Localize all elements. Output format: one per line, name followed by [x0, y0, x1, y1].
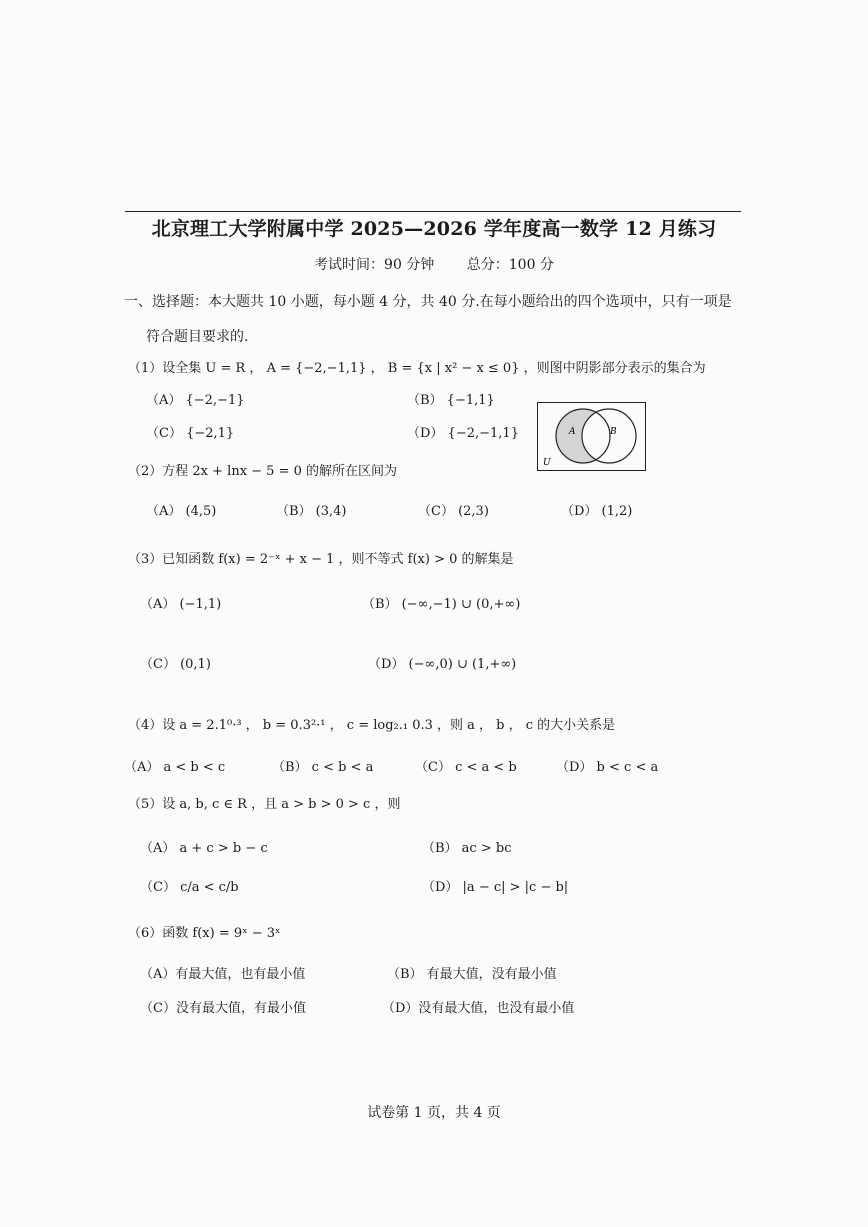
set-a-label: A [569, 427, 576, 437]
question-1-option-a: （A） {−2,−1} [146, 393, 245, 408]
question-5-option-d: （D） |a − c| > |c − b| [422, 880, 569, 895]
question-4-option-a: （A） a < b < c [124, 760, 226, 775]
question-1-stem: （1）设全集 U = R ， A = {−2,−1,1} ， B = {x | x² − x ≤ 0} ，则图中阴影部分表示的集合为 [128, 361, 706, 376]
question-1-option-b: （B） {−1,1} [407, 393, 495, 408]
question-5-option-a: （A） a + c > b − c [140, 841, 268, 856]
question-6-option-a: （A）有最大值，也有最小值 [140, 967, 306, 982]
section-heading-line2: 符合题目要求的. [146, 329, 249, 345]
question-4-stem: （4）设 a = 2.1⁰·³ ， b = 0.3²·¹ ， c = log₂.₁ 0.3 ，则 a ， b ， c 的大小关系是 [128, 718, 616, 733]
question-2-option-d: （D） (1,2) [561, 504, 633, 519]
question-2-option-c: （C） (2,3) [418, 504, 489, 519]
question-6-option-b: （B） 有最大值，没有最小值 [387, 967, 557, 982]
question-2-stem: （2）方程 2x + lnx − 5 = 0 的解所在区间为 [128, 464, 398, 479]
set-b-label: B [610, 427, 617, 437]
question-4-option-b: （B） c < b < a [272, 760, 374, 775]
question-1-option-c: （C） {−2,1} [146, 426, 235, 441]
page-title: 北京理工大学附属中学 2025—2026 学年度高一数学 12 月练习 [151, 218, 717, 240]
exam-info [0, 254, 868, 274]
question-6-option-d: （D）没有最大值，也没有最小值 [382, 1001, 575, 1016]
question-3-option-d: （D） (−∞,0) ∪ (1,+∞) [368, 657, 517, 672]
venn-diagram [537, 402, 646, 471]
question-3-option-b: （B） (−∞,−1) ∪ (0,+∞) [362, 597, 521, 612]
question-5-option-c: （C） c/a < c/b [140, 880, 239, 895]
question-5-stem: （5）设 a, b, c ∈ R ，且 a > b > 0 > c ，则 [128, 797, 401, 812]
section-heading-line1: 一、选择题：本大题共 10 小题，每小题 4 分，共 40 分.在每小题给出的四个选项中，只有一项是 [124, 294, 732, 310]
header-rule [125, 211, 741, 212]
question-6-option-c: （C）没有最大值，有最小值 [140, 1001, 306, 1016]
total-score: 总分：100 分 [466, 257, 554, 273]
universe-label: U [543, 458, 551, 468]
question-3-stem: （3）已知函数 f(x) = 2⁻ˣ + x − 1 ，则不等式 f(x) > 0 的解集是 [128, 552, 514, 567]
question-4-option-c: （C） c < a < b [415, 760, 517, 775]
question-2-option-a: （A） (4,5) [146, 504, 217, 519]
exam-time: 考试时间：90 分钟 [314, 257, 435, 273]
question-5-option-b: （B） ac > bc [422, 841, 512, 856]
question-2-option-b: （B） (3,4) [276, 504, 347, 519]
question-3-option-c: （C） (0,1) [140, 657, 211, 672]
page-footer: 试卷第 1 页，共 4 页 [367, 1105, 501, 1121]
question-1-option-d: （D） {−2,−1,1} [407, 426, 519, 441]
question-4-option-d: （D） b < c < a [556, 760, 659, 775]
question-3-option-a: （A） (−1,1) [140, 597, 222, 612]
question-6-stem: （6）函数 f(x) = 9ˣ − 3ˣ [128, 926, 281, 941]
